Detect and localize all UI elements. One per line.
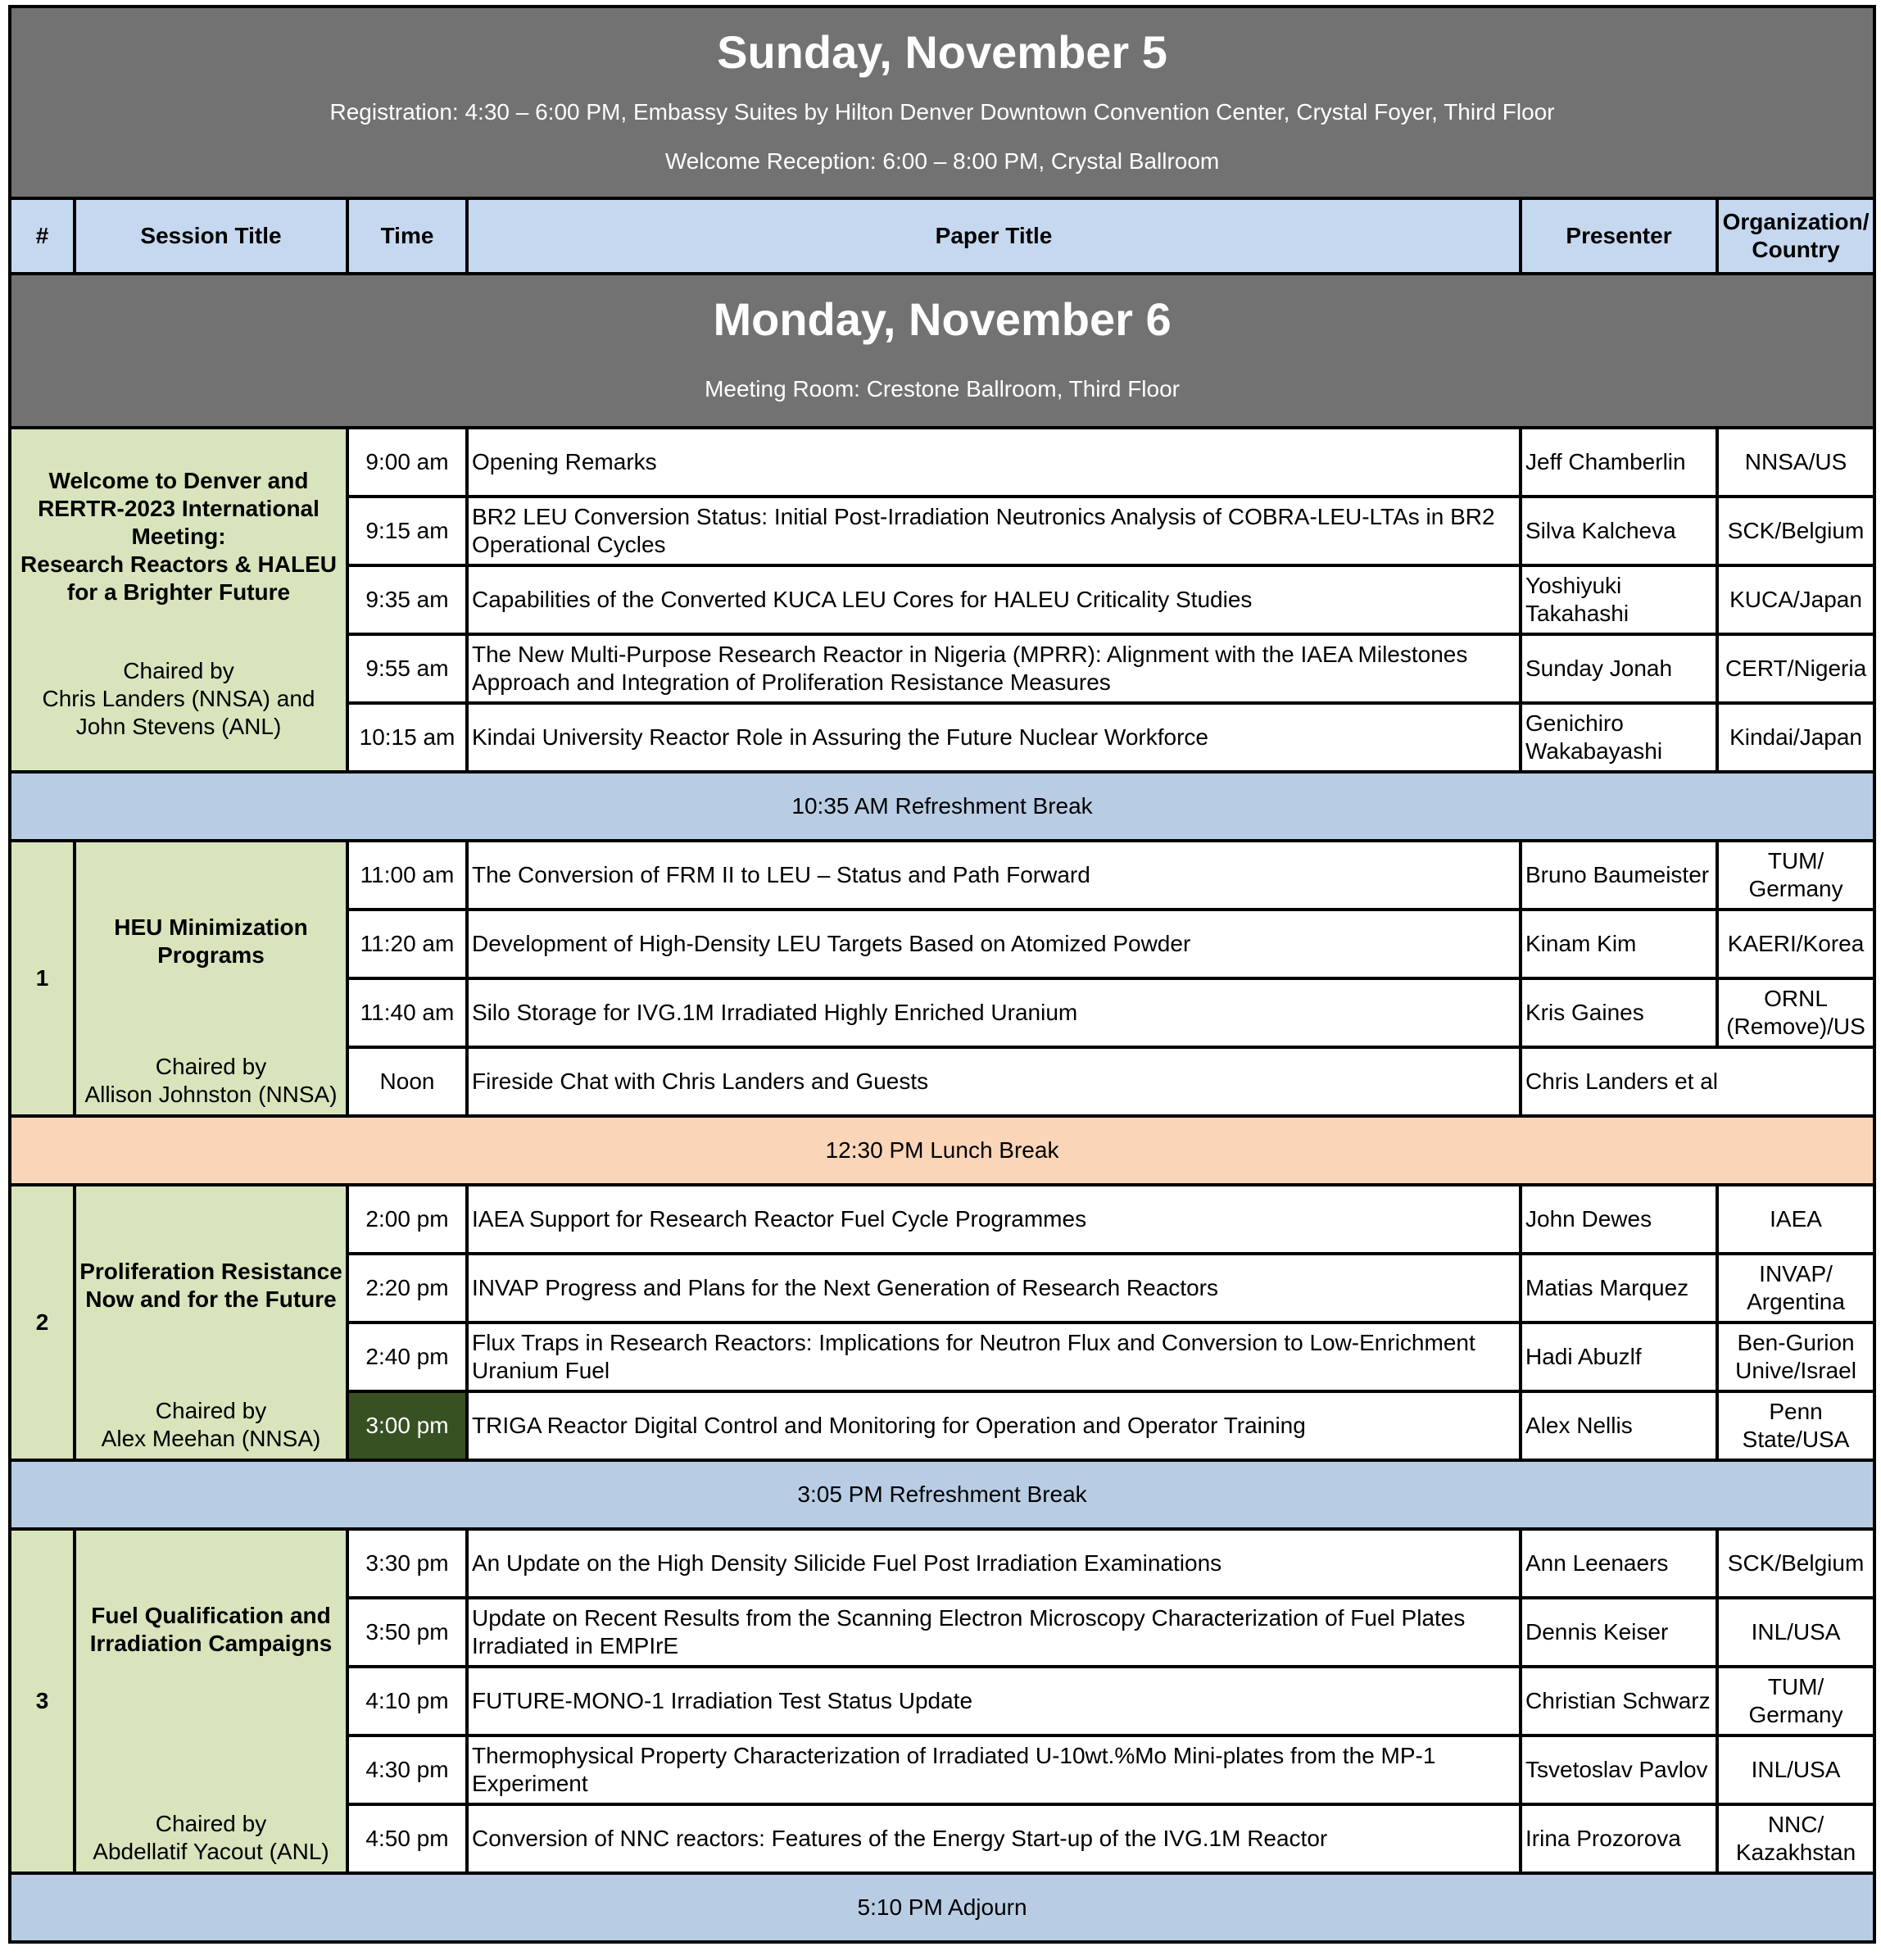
session-title-line: Proliferation Resistance — [79, 1259, 342, 1284]
organization: Kindai/Japan — [1717, 703, 1874, 772]
chair-line: Alex Meehan (NNSA) — [101, 1426, 321, 1451]
session-2-cell — [75, 1185, 347, 1460]
session-1 — [76, 845, 346, 1112]
paper-title: The New Multi-Purpose Research Reactor in Nigeria (MPRR): Alignment with the IAEA Milestones Approach and Integration of Proliferation Resistance Measures — [467, 634, 1521, 703]
session-title-line: Fuel Qualification and — [91, 1603, 331, 1628]
paper-title: Capabilities of the Converted KUCA LEU Cores for HALEU Criticality Studies — [467, 565, 1521, 634]
welcome-chair-line: Chris Landers (NNSA) and — [42, 686, 315, 711]
paper-title: Update on Recent Results from the Scanning Electron Microscopy Characterization of Fuel Plates Irradiated in EMPIrE — [467, 1598, 1521, 1667]
monday-header-row — [10, 274, 1874, 428]
session-title-line: Irradiation Campaigns — [89, 1631, 333, 1656]
session-3 — [76, 1533, 346, 1869]
time-cell: 9:55 am — [347, 634, 467, 703]
session-title-line: HEU Minimization — [114, 914, 308, 940]
organization: KAERI/Korea — [1717, 910, 1874, 978]
organization: Penn State/USA — [1717, 1391, 1874, 1460]
paper-title: TRIGA Reactor Digital Control and Monitoring for Operation and Operator Training — [467, 1391, 1521, 1460]
break-row — [10, 1460, 1874, 1529]
chair-line: Abdellatif Yacout (ANL) — [93, 1839, 329, 1864]
presenter: Genichiro Wakabayashi — [1521, 703, 1717, 772]
welcome-session — [11, 436, 346, 764]
organization: NNSA/US — [1717, 428, 1874, 497]
welcome-session-title — [20, 467, 337, 606]
chair-line: Chaired by — [155, 1054, 267, 1079]
time-cell: 3:30 pm — [347, 1529, 467, 1598]
welcome-chairs — [42, 657, 315, 741]
presenter: Dennis Keiser — [1521, 1598, 1717, 1667]
table-row — [10, 428, 1874, 497]
session-number — [10, 841, 75, 1116]
organization: Ben-Gurion Unive/Israel — [1717, 1323, 1874, 1391]
col-header-org — [1717, 198, 1874, 274]
col-header-org-line1: Organization/ — [1722, 209, 1870, 234]
col-header-presenter: Presenter — [1521, 198, 1717, 274]
welcome-title-line: Research Reactors & HALEU — [20, 551, 337, 577]
presenter: Irina Prozorova — [1521, 1804, 1717, 1873]
time-cell: 9:00 am — [347, 428, 467, 497]
paper-title: The Conversion of FRM II to LEU – Status and Path Forward — [467, 841, 1521, 910]
welcome-title-line: Welcome to Denver and — [48, 468, 309, 493]
paper-title: Silo Storage for IVG.1M Irradiated Highly Enriched Uranium — [467, 978, 1521, 1047]
sunday-header-row — [10, 7, 1874, 198]
table-row — [10, 1529, 1874, 1598]
table-row — [10, 1185, 1874, 1254]
time-cell: 4:30 pm — [347, 1735, 467, 1804]
paper-title: Thermophysical Property Characterization of Irradiated U-10wt.%Mo Mini-plates from the MP-1 Experiment — [467, 1735, 1521, 1804]
session-1-title — [114, 914, 307, 969]
time-cell: 11:20 am — [347, 910, 467, 978]
refreshment-break-2: 3:05 PM Refreshment Break — [10, 1460, 1874, 1529]
meeting-room: Meeting Room: Crestone Ballroom, Third Floor — [705, 376, 1180, 402]
paper-title: Kindai University Reactor Role in Assuring the Future Nuclear Workforce — [467, 703, 1521, 772]
presenter: Silva Kalcheva — [1521, 497, 1717, 565]
presenter: Sunday Jonah — [1521, 634, 1717, 703]
organization: INVAP/ Argentina — [1717, 1254, 1874, 1323]
table-row — [10, 841, 1874, 910]
monday-title: Monday, November 6 — [713, 293, 1172, 345]
time-cell: 4:10 pm — [347, 1667, 467, 1735]
column-header-row — [10, 198, 1874, 274]
session-3-cell — [75, 1529, 347, 1873]
welcome-session-cell — [10, 428, 347, 772]
chair-line: Chaired by — [155, 1811, 267, 1836]
sunday-header — [10, 7, 1874, 198]
session-2-chairs — [102, 1397, 321, 1453]
organization: IAEA — [1717, 1185, 1874, 1254]
organization: KUCA/Japan — [1717, 565, 1874, 634]
organization: CERT/Nigeria — [1717, 634, 1874, 703]
time-cell: 9:35 am — [347, 565, 467, 634]
session-number — [10, 1185, 75, 1460]
session-1-cell — [75, 841, 347, 1116]
session-2-number: 2 — [35, 1309, 49, 1335]
break-row — [10, 1873, 1874, 1942]
session-2 — [76, 1189, 346, 1456]
presenter: Kris Gaines — [1521, 978, 1717, 1047]
registration-info: Registration: 4:30 – 6:00 PM, Embassy Suites by Hilton Denver Downtown Convention Center, Crystal Foyer, Third Floor — [329, 99, 1555, 125]
time-cell: 2:20 pm — [347, 1254, 467, 1323]
time-cell: Noon — [347, 1047, 467, 1116]
organization: TUM/ Germany — [1717, 841, 1874, 910]
session-1-number: 1 — [35, 965, 49, 991]
col-header-org-line2: Country — [1752, 237, 1840, 262]
chair-line: Allison Johnston (NNSA) — [84, 1082, 338, 1107]
presenter: John Dewes — [1521, 1185, 1717, 1254]
paper-title: Fireside Chat with Chris Landers and Guests — [467, 1047, 1521, 1116]
welcome-title-line: Meeting: — [131, 524, 226, 549]
adjourn: 5:10 PM Adjourn — [10, 1873, 1874, 1942]
paper-title: BR2 LEU Conversion Status: Initial Post-Irradiation Neutronics Analysis of COBRA-LEU-LTAs in BR2 Operational Cycles — [467, 497, 1521, 565]
paper-title: Development of High-Density LEU Targets Based on Atomized Powder — [467, 910, 1521, 978]
presenter: Tsvetoslav Pavlov — [1521, 1735, 1717, 1804]
session-3-chairs — [93, 1810, 329, 1866]
time-cell: 2:40 pm — [347, 1323, 467, 1391]
chair-line: Chaired by — [155, 1398, 267, 1423]
welcome-title-line: RERTR-2023 International — [38, 496, 320, 521]
welcome-chair-line: Chaired by — [123, 658, 234, 683]
time-cell: 4:50 pm — [347, 1804, 467, 1873]
organization: SCK/Belgium — [1717, 497, 1874, 565]
lunch-break: 12:30 PM Lunch Break — [10, 1116, 1874, 1185]
presenter: Hadi Abuzlf — [1521, 1323, 1717, 1391]
session-title-line: Now and for the Future — [85, 1286, 337, 1312]
session-3-title — [90, 1602, 333, 1658]
time-cell: 10:15 am — [347, 703, 467, 772]
presenter: Bruno Baumeister — [1521, 841, 1717, 910]
monday-header — [10, 274, 1874, 428]
agenda-sheet — [8, 5, 1873, 1944]
welcome-title-line: for a Brighter Future — [66, 579, 291, 605]
time-cell: 11:00 am — [347, 841, 467, 910]
reception-info: Welcome Reception: 6:00 – 8:00 PM, Crystal Ballroom — [664, 148, 1220, 174]
col-header-time: Time — [347, 198, 467, 274]
col-header-paper: Paper Title — [467, 198, 1521, 274]
paper-title: INVAP Progress and Plans for the Next Generation of Research Reactors — [467, 1254, 1521, 1323]
organization: NNC/ Kazakhstan — [1717, 1804, 1874, 1873]
paper-title: An Update on the High Density Silicide Fuel Post Irradiation Examinations — [467, 1529, 1521, 1598]
presenter: Kinam Kim — [1521, 910, 1717, 978]
presenter: Christian Schwarz — [1521, 1667, 1717, 1735]
time-cell: 11:40 am — [347, 978, 467, 1047]
presenter: Yoshiyuki Takahashi — [1521, 565, 1717, 634]
paper-title: Conversion of NNC reactors: Features of the Energy Start-up of the IVG.1M Reactor — [467, 1804, 1521, 1873]
session-3-number: 3 — [35, 1688, 49, 1713]
sunday-title: Sunday, November 5 — [717, 26, 1167, 78]
session-number — [10, 1529, 75, 1873]
agenda-table — [8, 5, 1876, 1944]
welcome-chair-line: John Stevens (ANL) — [75, 714, 282, 739]
time-cell: 9:15 am — [347, 497, 467, 565]
paper-title: IAEA Support for Research Reactor Fuel Cycle Programmes — [467, 1185, 1521, 1254]
session-title-line: Programs — [157, 942, 265, 968]
presenter: Alex Nellis — [1521, 1391, 1717, 1460]
presenter: Matias Marquez — [1521, 1254, 1717, 1323]
paper-title: Opening Remarks — [467, 428, 1521, 497]
col-header-num: # — [10, 198, 75, 274]
break-row — [10, 1116, 1874, 1185]
organization: INL/USA — [1717, 1598, 1874, 1667]
time-cell-highlighted: 3:00 pm — [347, 1391, 467, 1460]
organization: INL/USA — [1717, 1735, 1874, 1804]
paper-title: FUTURE-MONO-1 Irradiation Test Status Update — [467, 1667, 1521, 1735]
presenter: Chris Landers et al — [1521, 1047, 1874, 1116]
organization: SCK/Belgium — [1717, 1529, 1874, 1598]
time-cell: 2:00 pm — [347, 1185, 467, 1254]
paper-title: Flux Traps in Research Reactors: Implications for Neutron Flux and Conversion to Low-Enrichment Uranium Fuel — [467, 1323, 1521, 1391]
organization: TUM/ Germany — [1717, 1667, 1874, 1735]
organization: ORNL (Remove)/US — [1717, 978, 1874, 1047]
presenter: Jeff Chamberlin — [1521, 428, 1717, 497]
refreshment-break-1: 10:35 AM Refreshment Break — [10, 772, 1874, 841]
break-row — [10, 772, 1874, 841]
session-1-chairs — [84, 1053, 337, 1109]
time-cell: 3:50 pm — [347, 1598, 467, 1667]
presenter: Ann Leenaers — [1521, 1529, 1717, 1598]
session-2-title — [79, 1258, 342, 1313]
col-header-session: Session Title — [75, 198, 347, 274]
